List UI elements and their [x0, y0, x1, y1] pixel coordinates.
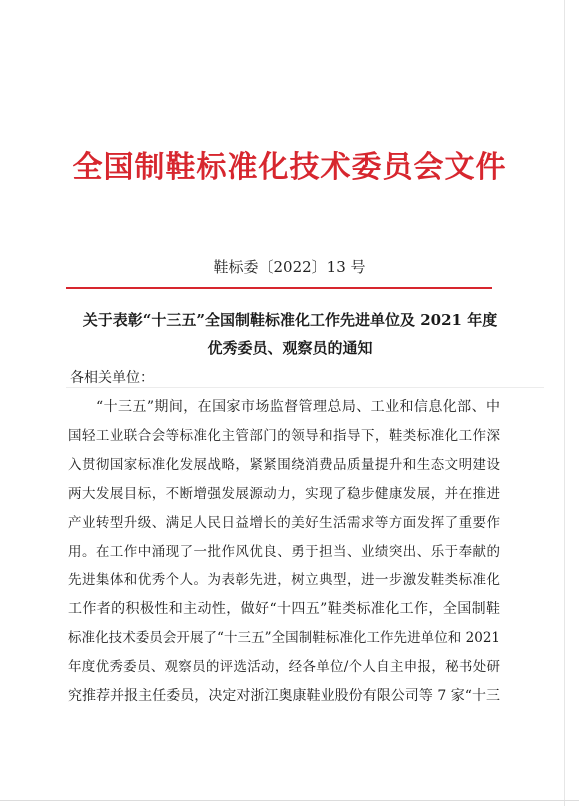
- red-divider-line: [66, 287, 492, 289]
- faint-divider-line: [66, 387, 544, 388]
- body-line: 究推荐并报主任委员，决定对浙江奥康鞋业股份有限公司等 7 家“十三: [68, 688, 500, 705]
- body-line: “十三五”期间，在国家市场监督管理总局、工业和信息化部、中: [96, 399, 500, 415]
- body-line: 先进集体和优秀个人。为表彰先进，树立典型，进一步激发鞋类标准化: [68, 572, 500, 589]
- body-line: 国轻工业联合会等标准化主管部门的领导和指导下，鞋类标准化工作深: [68, 427, 500, 444]
- body-paragraph: [68, 393, 500, 711]
- document-number: 鞋标委〔2022〕13 号: [213, 258, 366, 276]
- scan-edge-bottom: [0, 800, 579, 801]
- body-line: 入贯彻国家标准化发展战略，紧紧围绕消费品质量提升和生态文明建设: [68, 456, 500, 473]
- scan-edge-right: [564, 0, 565, 806]
- body-line: 用。在工作中涌现了一批作风优良、勇于担当、业绩突出、乐于奉献的: [68, 543, 500, 560]
- body-line: 产业转型升级、满足人民日益增长的美好生活需求等方面发挥了重要作: [68, 514, 500, 531]
- salutation: 各相关单位：: [70, 370, 154, 386]
- body-line: 年度优秀委员、观察员的评选活动，经各单位/个人自主申报，秘书处研: [68, 659, 500, 676]
- issuer-header: 全国制鞋标准化技术委员会文件: [72, 150, 507, 185]
- body-line: 工作者的积极性和主动性，做好“十四五”鞋类标准化工作，全国制鞋: [68, 601, 500, 618]
- body-line: 标准化技术委员会开展了“十三五”全国制鞋标准化工作先进单位和 2021: [68, 630, 500, 647]
- body-line: 两大发展目标，不断增强发展源动力，实现了稳步健康发展，并在推进: [68, 485, 500, 502]
- notice-title-line-1: 关于表彰“十三五”全国制鞋标准化工作先进单位及 2021 年度: [82, 311, 498, 329]
- notice-title-line-2: 优秀委员、观察员的通知: [207, 339, 373, 357]
- notice-title: [40, 306, 540, 362]
